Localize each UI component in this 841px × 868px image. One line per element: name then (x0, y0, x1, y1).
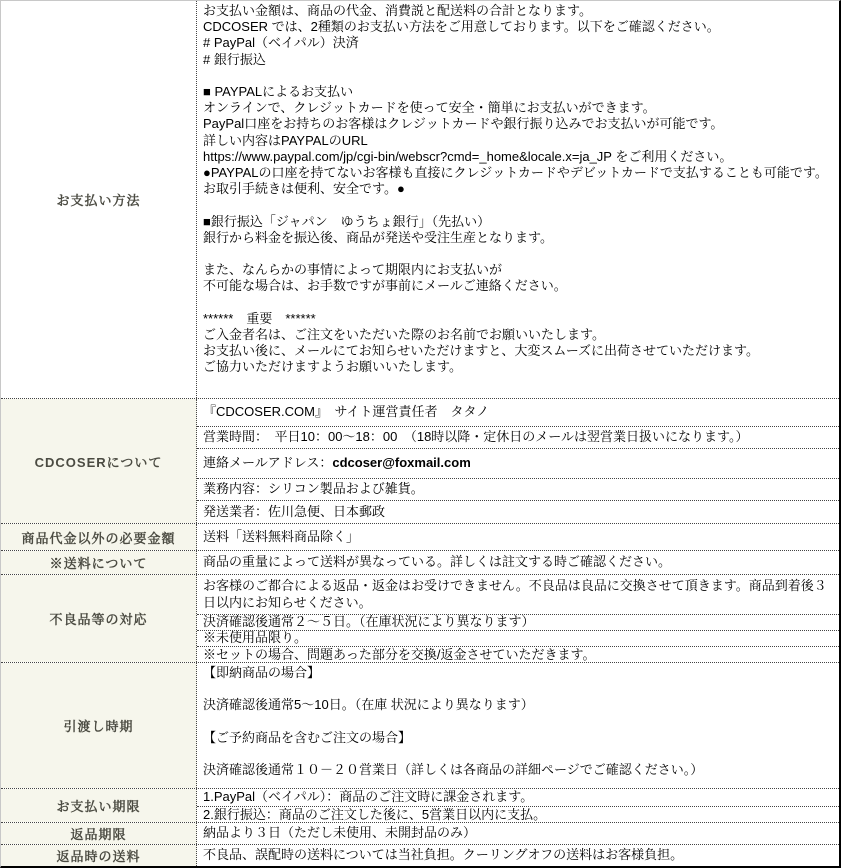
row-label-payment-deadline (1, 789, 197, 822)
content-cell (197, 500, 839, 524)
text-line: 不可能な場合は、お手数ですが事前にメールご連絡ください。 (203, 278, 567, 294)
row-label-text: 返品時の送料 (56, 849, 141, 864)
row-content (197, 789, 839, 822)
text-line: ●PAYPALの口座を持てないお客様も直接にクレジットカードやデビットカードで支払することも可能です。 (203, 165, 828, 181)
row-label-about-shipping-fee (1, 551, 197, 574)
content-cell (197, 823, 839, 844)
row-label-text: お支払い方法 (56, 193, 141, 208)
content-cell (197, 426, 839, 448)
row-content (197, 663, 839, 788)
row-label-return-shipping-fee (1, 845, 197, 866)
text-line: 決済確認後通常１０－２０営業日（詳しくは各商品の詳細ページでご確認ください。） (203, 762, 704, 778)
text-line: 【即納商品の場合】 (203, 665, 321, 680)
row-label-defective-items (1, 575, 197, 662)
table-row-about-shipping-fee (1, 550, 839, 574)
row-label-text: 引渡し時期 (63, 719, 134, 734)
content-cell (197, 551, 839, 574)
row-label-text: 不良品等の対応 (49, 612, 148, 627)
text-line (203, 68, 835, 84)
row-content (197, 524, 839, 550)
content-cell (197, 806, 839, 823)
text-line (203, 246, 835, 262)
text-line: 送料「送料無料商品除く」 (203, 528, 360, 544)
contact-email-text: cdcoser@foxmail.com (332, 455, 471, 471)
text-line (203, 681, 835, 697)
row-label-delivery-time (1, 663, 197, 788)
row-label-return-deadline (1, 823, 197, 844)
text-line: 1.PayPal（ベイパル）：商品のご注文時に課金されます。 (203, 789, 534, 805)
text-line: ご協力いただけますようお願いいたします。 (203, 359, 462, 375)
row-content (197, 845, 839, 866)
text-line: ■ PAYPALによるお支払い (203, 84, 354, 99)
row-content (197, 1, 839, 398)
content-cell (197, 524, 839, 550)
table-row-about-cdcoser (1, 398, 839, 523)
content-cell (197, 575, 839, 614)
row-label-text: ※送料について (49, 556, 148, 571)
row-content (197, 575, 839, 662)
text-line: お客様のご都合による返品・返金はお受けできません。不良品は良品に交換させて頂きます。商品到着後３日以内にお知らせください。 (203, 578, 827, 610)
content-cell (197, 663, 839, 788)
text-line: 業務内容：シリコン製品および雑貨。 (203, 481, 424, 497)
text-line: ■銀行振込「ジャパン ゆうちょ銀行」（先払い） (203, 213, 491, 229)
text-line: 決済確認後通常5～10日。（在庫 状況により異なります） (203, 697, 534, 713)
content-cell (197, 630, 839, 646)
table-row-return-deadline (1, 822, 839, 844)
text-line: 決済確認後通常２～５日。（在庫状況により異なります） (203, 614, 535, 630)
text-line: 納品より３日（ただし未使用、未開封品のみ） (203, 825, 477, 841)
content-cell (197, 845, 839, 866)
content-cell (197, 399, 839, 426)
text-segment: 連絡メールアドレス： (203, 455, 333, 471)
content-cell (197, 789, 839, 806)
text-line: お支払い後に、メールにてお知らせいただけますと、大変スムーズに出荷させていただけます。 (203, 343, 760, 359)
content-cell (197, 1, 839, 398)
text-line (203, 714, 835, 730)
text-line: 『CDCOSER.COM』 サイト運営責任者 タタノ (203, 404, 490, 420)
table-row-delivery-time (1, 662, 839, 788)
text-line: 2.銀行振込：商品のご注文した後に、5営業日以内に支払。 (203, 806, 547, 822)
text-line: # PayPal（ベイパル）決済 (203, 35, 359, 51)
text-line: 銀行から料金を振込後、商品が発送や受注生産となります。 (203, 229, 553, 245)
content-cell (197, 646, 839, 663)
text-line: 営業時間： 平日10：00～18：00 （18時以降・定休日のメールは翌営業日扱いになります。） (203, 429, 749, 445)
text-line: お取引手続きは便利、安全です。● (203, 181, 405, 197)
text-line: ※未使用品限り。 (203, 630, 308, 646)
text-line: また、なんらかの事情によって期限内にお支払いが (203, 262, 503, 278)
text-line: https://www.paypal.com/jp/cgi-bin/webscr?cmd=_home&locale.x=ja_JP をご利用ください。 (203, 148, 733, 164)
table-row-extra-charges (1, 523, 839, 550)
text-line: 【ご予約商品を含むご注文の場合】 (203, 729, 412, 745)
text-line (203, 295, 835, 311)
row-label-text: 商品代金以外の必要金額 (21, 530, 176, 546)
table-row-payment-deadline (1, 788, 839, 822)
row-content (197, 823, 839, 844)
text-line: お支払い金額は、商品の代金、消費説と配送料の合計となります。 (203, 3, 592, 18)
row-label-text: お支払い期限 (56, 799, 141, 814)
content-cell (197, 478, 839, 500)
row-content (197, 551, 839, 574)
text-line: ****** 重要 ****** (203, 310, 316, 326)
text-line: 詳しい内容はPAYPALのURL (203, 132, 368, 148)
row-label-text: 返品期限 (70, 827, 127, 842)
table-row-return-shipping-fee (1, 844, 839, 866)
row-label-extra-charges (1, 524, 197, 550)
row-label-text: CDCOSERについて (34, 454, 163, 470)
text-line: オンラインで、クレジットカードを使って安全・簡単にお支払いができます。 (203, 100, 656, 116)
text-line: 発送業者：佐川急便、日本郵政 (203, 504, 386, 520)
table-row-defective-items (1, 574, 839, 662)
text-line: ※セットの場合、問題あった部分を交換/返金させていただきます。 (203, 646, 596, 662)
text-line: ご入金者名は、ご注文をいただいた際のお名前でお願いいたします。 (203, 327, 605, 342)
text-line: 不良品、誤配時の送料については当社負担。クーリングオフの送料はお客様負担。 (203, 847, 684, 863)
table-row-payment-method (1, 1, 839, 398)
text-line (203, 746, 835, 762)
text-line: CDCOSER では、2種類のお支払い方法をご用意しております。以下をご確認ください。 (203, 19, 720, 35)
text-line: # 銀行振込 (203, 51, 266, 67)
content-cell (197, 614, 839, 630)
content-cell (197, 448, 839, 478)
text-line: 商品の重量によって送料が異なっている。詳しくは註文する時ご確認ください。 (203, 554, 672, 570)
row-label-about-cdcoser (1, 399, 197, 523)
row-label-payment-method (1, 1, 197, 398)
text-line: PayPal口座をお持ちのお客様はクレジットカードや銀行振り込みでお支払いが可能です。 (203, 116, 724, 132)
row-content (197, 399, 839, 523)
text-line (203, 455, 835, 471)
text-line (203, 197, 835, 213)
